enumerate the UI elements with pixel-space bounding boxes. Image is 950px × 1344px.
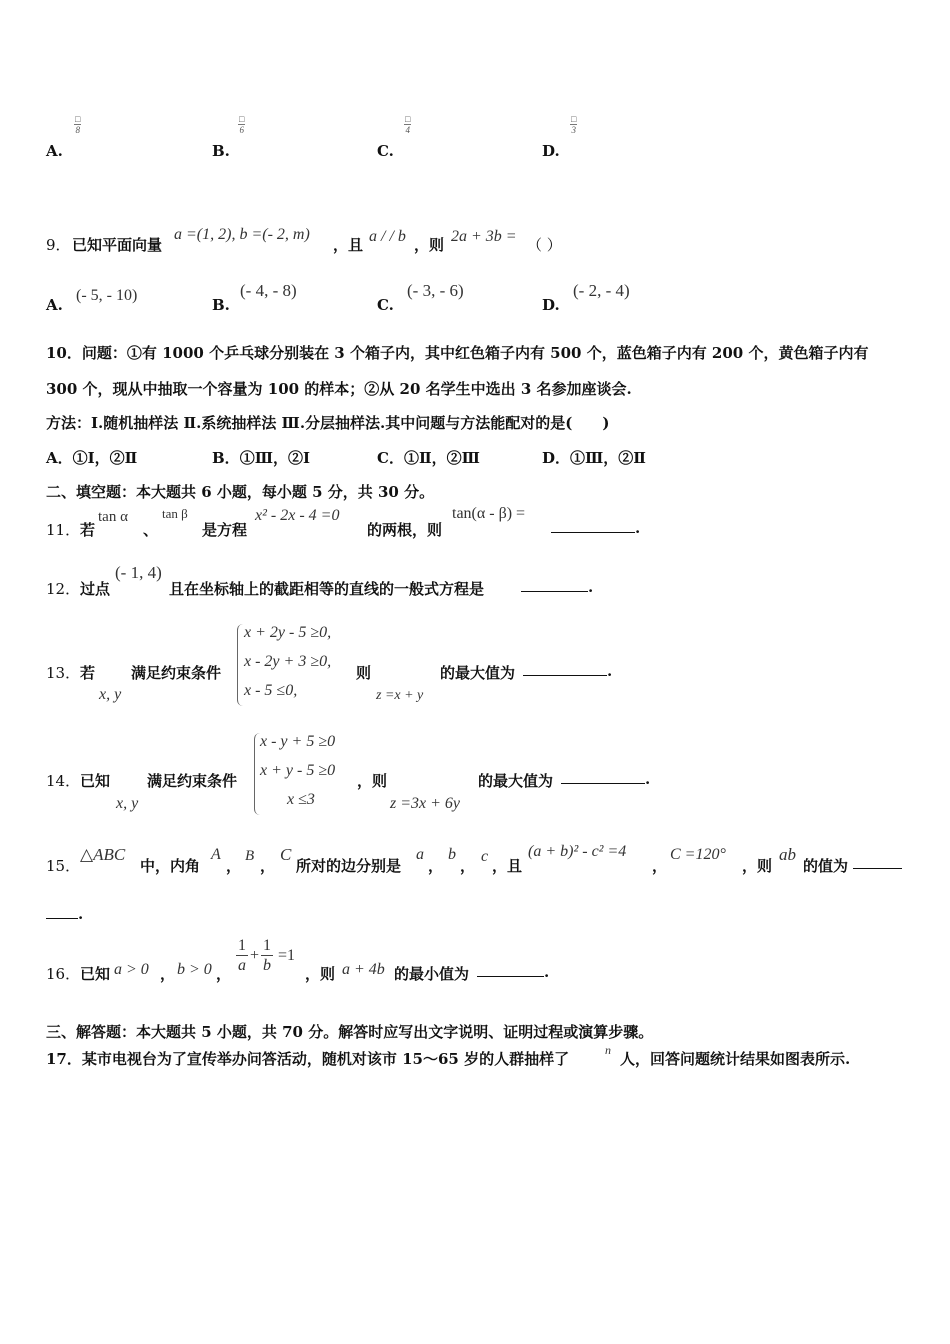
q13-constraint-2: x - 2y + 3 ≥0,	[244, 653, 332, 670]
q11-expression: tan(α - β) =	[452, 505, 526, 522]
q15-comma-3: ，	[428, 857, 444, 875]
q13-variables: x, y	[99, 686, 122, 703]
q10-line-3: 方法：Ⅰ.随机抽样法 Ⅱ.系统抽样法 Ⅲ.分层抽样法.其中问题与方法能配对的是( )	[46, 414, 610, 432]
q14-text-2: 满足约束条件	[147, 772, 238, 790]
q15-number: 15．	[46, 857, 81, 875]
q11-end: .	[635, 519, 641, 537]
q13-number: 13．	[46, 664, 81, 682]
q13-end: .	[607, 662, 613, 680]
q16-end: .	[544, 963, 550, 981]
q15-answer-blank-1	[853, 855, 902, 873]
q12-number: 12．	[46, 580, 81, 598]
q14-end: .	[645, 770, 651, 788]
q9-text-1: 已知平面向量	[72, 236, 163, 254]
q15-angle-c: C	[280, 845, 292, 864]
q14-constraint-3: x ≤3	[287, 791, 315, 808]
q13-text-2: 满足约束条件	[131, 664, 222, 682]
q9-expression: 2a + 3b =	[451, 228, 517, 245]
q14-text-4: 的最大值为	[478, 772, 554, 790]
q16-condition-a: a > 0	[114, 961, 149, 978]
q9-vectors: a =(1, 2), b =(- 2, m)	[174, 226, 310, 243]
q8-option-d-letter: D.	[542, 142, 560, 160]
q15-text-4: ，则	[742, 857, 773, 875]
q17-text-2: 人，回答问题统计结果如图表所示.	[620, 1050, 851, 1068]
q14-text-1: 已知	[80, 772, 111, 790]
q15-side-b: b	[448, 846, 456, 863]
q11-number: 11．	[46, 521, 81, 539]
q13-brace	[237, 624, 243, 706]
q9-text-2: ，且	[333, 236, 364, 254]
q8-option-c-letter: C.	[377, 142, 394, 160]
q11-answer-blank	[551, 519, 635, 537]
q10-line-2: 300 个，现从中抽取一个容量为 100 的样本；②从 20 名学生中选出 3 名参加座谈会.	[46, 380, 632, 398]
q14-text-3: ，则	[357, 772, 388, 790]
q8-option-a-fraction: $\frac{□}{8}$	[75, 114, 81, 135]
q15-text-2: 所对的边分别是	[296, 857, 402, 875]
q9-option-d-letter: D.	[542, 296, 560, 314]
q16-answer-blank	[477, 963, 544, 981]
q15-end: .	[78, 905, 84, 923]
section-3-heading: 三、解答题：本大题共 5 小题，共 70 分。解答时应写出文字说明、证明过程或演算步骤。	[46, 1023, 654, 1041]
q15-comma-4: ，	[460, 857, 476, 875]
q9-option-c-value: (- 3, - 6)	[407, 281, 464, 300]
q16-fraction-equation: 1 a + $\frac{1}{b}$ =1	[238, 937, 296, 974]
q15-angle-b: B	[245, 848, 255, 864]
q10-option-b: B．①Ⅲ，②Ⅰ	[212, 449, 310, 467]
q11-tan-beta: tan β	[162, 506, 188, 521]
q13-text-4: 的最大值为	[440, 664, 516, 682]
q15-side-a: a	[416, 846, 424, 863]
q11-separator: 、	[143, 521, 159, 539]
q15-angle-a: A	[211, 846, 221, 863]
q16-condition-b: b > 0	[177, 961, 212, 978]
q16-comma-1: ，	[160, 965, 176, 983]
q16-plus: +	[250, 946, 260, 964]
q11-equation: x² - 2x - 4 =0	[255, 507, 340, 524]
q16-text-1: 已知	[80, 965, 111, 983]
q10-option-c: C．①Ⅱ，②Ⅲ	[377, 449, 480, 467]
q16-expression: a + 4b	[342, 961, 385, 978]
q17-text-1: 17．某市电视台为了宣传举办问答活动，随机对该市 15～65 岁的人群抽样了	[46, 1050, 570, 1068]
q15-comma-5: ，	[652, 857, 668, 875]
q15-angle-value: C =120°	[670, 846, 726, 863]
q14-answer-blank	[561, 770, 645, 788]
q13-answer-blank	[523, 662, 607, 680]
q15-ab: ab	[779, 845, 796, 864]
q9-text-3: ，则	[414, 236, 445, 254]
q9-option-d-value: (- 2, - 4)	[573, 281, 630, 300]
q9-option-a-letter: A.	[46, 296, 63, 314]
q15-comma-1: ，	[226, 857, 242, 875]
q16-fraction-1-over-b: $\frac{1}{b}$	[263, 937, 272, 974]
q10-option-a: A．①Ⅰ，②Ⅱ	[46, 449, 138, 467]
q11-text-2: 是方程	[202, 521, 248, 539]
q14-variables: x, y	[116, 795, 139, 812]
q10-line-1: 10．问题：①有 1000 个乒乓球分别装在 3 个箱子内，其中红色箱子内有 500 个，蓝色箱子内有 200 个，黄色箱子内有	[46, 344, 869, 362]
q15-text-1: 中，内角	[140, 857, 201, 875]
q9-parallel: a / / b	[369, 228, 406, 245]
q16-fraction-1-over-a: 1 a	[238, 937, 246, 974]
q12-text-2: 且在坐标轴上的截距相等的直线的一般式方程是	[169, 580, 485, 598]
q8-option-a-letter: A.	[46, 142, 63, 160]
q13-constraint-1: x + 2y - 5 ≥0,	[244, 624, 332, 641]
q15-side-c: c	[481, 848, 489, 865]
q11-text-3: 的两根，则	[367, 521, 443, 539]
q9-option-b-letter: B.	[212, 296, 230, 314]
q14-constraint-1: x - y + 5 ≥0	[260, 733, 336, 750]
q15-text-3: ，且	[492, 857, 523, 875]
q12-point: (- 1, 4)	[115, 563, 162, 582]
q15-answer-blank-2	[46, 905, 78, 923]
q12-text-1: 过点	[80, 580, 111, 598]
q13-text-3: 则	[356, 664, 372, 682]
q11-tan-alpha: tan α	[98, 509, 128, 525]
q13-text-1: 若	[80, 664, 96, 682]
q12-answer-blank	[521, 578, 588, 596]
q10-option-d: D．①Ⅲ，②Ⅱ	[542, 449, 646, 467]
q14-number: 14．	[46, 772, 81, 790]
section-2-heading: 二、填空题：本大题共 6 小题，每小题 5 分，共 30 分。	[46, 483, 435, 501]
q11-text-1: 若	[80, 521, 96, 539]
q14-constraint-2: x + y - 5 ≥0	[260, 762, 336, 779]
q9-paren: （ ）	[527, 236, 562, 254]
q15-text-5: 的值为	[803, 857, 849, 875]
q8-option-c-fraction: $\frac{□}{4}$	[405, 114, 411, 135]
q9-option-a-value: (- 5, - 10)	[76, 287, 138, 304]
q9-option-b-value: (- 4, - 8)	[240, 281, 297, 300]
q8-option-b-letter: B.	[212, 142, 230, 160]
q8-option-b-fraction: $\frac{□}{6}$	[239, 114, 245, 135]
q15-comma-2: ，	[260, 857, 276, 875]
q12-end: .	[588, 578, 594, 596]
q13-constraint-3: x - 5 ≤0,	[244, 682, 298, 699]
q8-option-d-fraction: $\frac{□}{3}$	[571, 114, 577, 135]
q14-objective: z =3x + 6y	[390, 795, 461, 812]
q15-equation: (a + b)² - c² =4	[528, 843, 627, 860]
q13-objective: z =x + y	[376, 688, 424, 703]
q17-n: n	[605, 1043, 611, 1057]
q9-option-c-letter: C.	[377, 296, 394, 314]
q16-text-2: ，则	[305, 965, 336, 983]
q15-triangle: △ABC	[80, 845, 126, 864]
q16-number: 16．	[46, 965, 81, 983]
q9-number: 9．	[46, 236, 71, 254]
q16-text-3: 的最小值为	[394, 965, 470, 983]
q16-comma-2: ，	[216, 965, 232, 983]
